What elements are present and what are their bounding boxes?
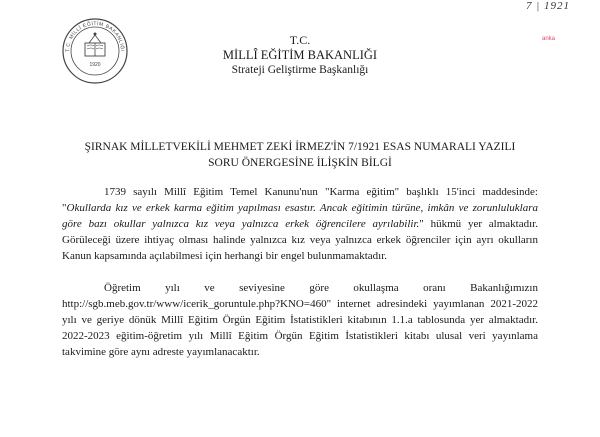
seal-year: 1920 — [89, 62, 101, 68]
document-header — [215, 33, 385, 78]
source-watermark: anka — [542, 36, 556, 42]
header-line-2: MİLLÎ EĞİTİM BAKANLIĞI — [222, 48, 378, 62]
paragraph-2-text: Öğretim yılı ve seviyesine göre okullaşma oranı Bakanlığımızın http://sgb.meb.gov.tr/www/icerik_goruntule.php?KNO=460" internet adresindeki yayımlanan 2021-2022 yılı ve geriye dönük Millî Eğitim Örgün Eğitim İstatistikleri kitabının 1.1.a tablosunda yer almaktadır. 2022-2023 eğitim-öğretim yılı Millî Eğitim Örgün Eğitim İstatistikleri kitabı ulusal veri yayınlama takvimine göre aynı adreste yayımlanacaktır. — [62, 282, 538, 358]
header-line-3: Strateji Geliştirme Başkanlığı — [231, 64, 369, 76]
header-line-1: T.C. — [289, 33, 311, 47]
paragraph-1 — [62, 184, 538, 264]
document-title — [62, 139, 538, 171]
ministry-seal-logo — [61, 17, 129, 85]
seal-outer-text: T.C. MİLLÎ EĞİTİM BAKANLIĞI — [64, 20, 126, 52]
title-line-1: ŞIRNAK MİLLETVEKİLİ MEHMET ZEKİ İRMEZ'İN 7/1921 ESAS NUMARALI YAZILI — [84, 141, 516, 153]
title-line-2: SORU ÖNERGESİNE İLİŞKİN BİLGİ — [208, 157, 392, 169]
paragraph-1-quote: Okullarda kız ve erkek karma eğitim yapılması esastır. Ancak eğitimin türüne, imkân ve zorunluluklara göre bazı okullar yalnızca kız veya yalnızca erkek öğrencilere ayrılabilir. — [62, 202, 538, 230]
paragraph-1-lead: 1739 sayılı Millî Eğitim Temel Kanunu'nun "Karma eğitim" başlıklı 15'inci maddesinde: " — [62, 186, 538, 214]
paragraph-2 — [62, 280, 538, 360]
paragraph-1-tail: " hükmü yer almaktadır. Görüleceği üzere ihtiyaç olması halinde yalnızca kız veya yalnızca erkek öğrenciler için ayrı okulların Kanun kapsamında açılabilmesi için herhangi bir engel bulunmamaktadır. — [62, 218, 538, 262]
handwritten-reference-number: 7 | 1921 — [525, 0, 570, 12]
